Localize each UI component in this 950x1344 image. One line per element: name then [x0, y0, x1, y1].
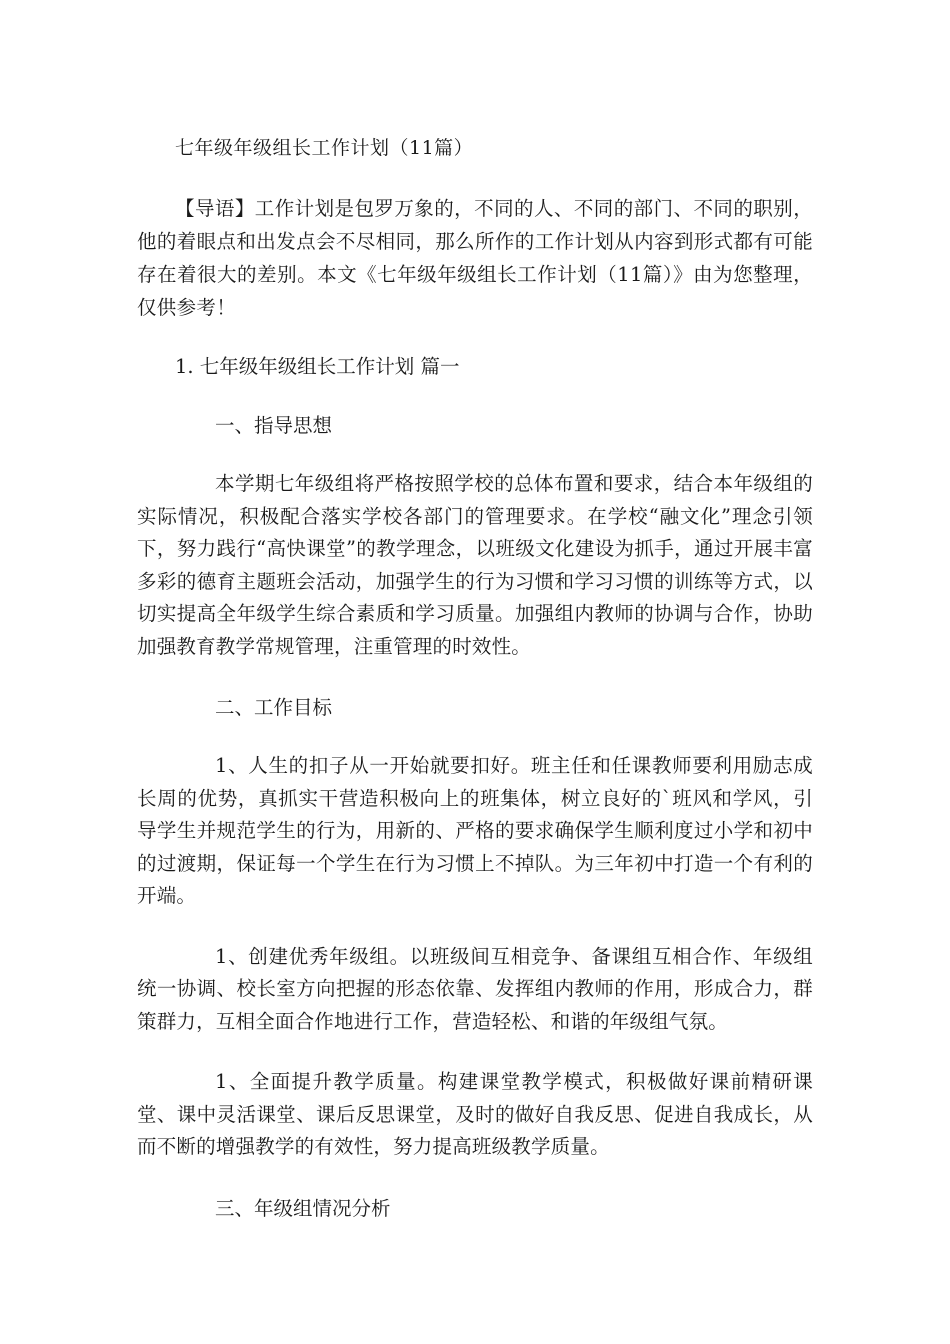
document-body: [137, 130, 813, 1251]
intro-text: 【导语】工作计划是包罗万象的，不同的人、不同的部门、不同的职别，他的着眼点和出发点会不尽相同，那么所作的工作计划从内容到形式都有可能存在着很大的差别。本文《七年级年级组长工作计划（11篇）》由为您整理，仅供参考！: [137, 197, 813, 319]
paragraph-goal-3: 1、全面提升教学质量。构建课堂教学模式，积极做好课前精研课堂、课中灵活课堂、课后反思课堂，及时的做好自我反思、促进自我成长，从而不断的增强教学的有效性，努力提高班级教学质量。: [137, 1070, 813, 1158]
heading-guiding-ideology: 一、指导思想: [215, 414, 333, 437]
section-title: 1. 七年级年级组长工作计划 篇一: [175, 355, 460, 378]
heading-work-goals: 二、工作目标: [215, 696, 333, 719]
paragraph-goal-1: 1、人生的扣子从一开始就要扣好。班主任和任课教师要利用励志成长周的优势，真抓实干营造积极向上的班集体，树立良好的`班风和学风，引导学生并规范学生的行为，用新的、严格的要求确保学生顺利度过小学和初中的过渡期，保证每一个学生在行为习惯上不掉队。为三年初中打造一个有利的开端。: [137, 754, 813, 907]
document-title: 七年级年级组长工作计划（11篇）: [175, 137, 474, 159]
paragraph-guiding-ideology: 本学期七年级组将严格按照学校的总体布置和要求，结合本年级组的实际情况，积极配合落实学校各部门的管理要求。在学校“融文化”理念引领下，努力践行“高快课堂”的教学理念，以班级文化建设为抓手，通过开展丰富多彩的德育主题班会活动，加强学生的行为习惯和学习习惯的训练等方式，以切实提高全年级学生综合素质和学习质量。加强组内教师的协调与合作，协助加强教育教学常规管理，注重管理的时效性。: [137, 472, 813, 658]
paragraph-goal-2: 1、创建优秀年级组。以班级间互相竞争、备课组互相合作、年级组统一协调、校长室方向把握的形态依靠、发挥组内教师的作用，形成合力，群策群力，互相全面合作地进行工作，营造轻松、和谐的年级组气氛。: [137, 944, 813, 1033]
heading-situation-analysis: 三、年级组情况分析: [215, 1196, 391, 1220]
intro-paragraph: [137, 192, 813, 324]
